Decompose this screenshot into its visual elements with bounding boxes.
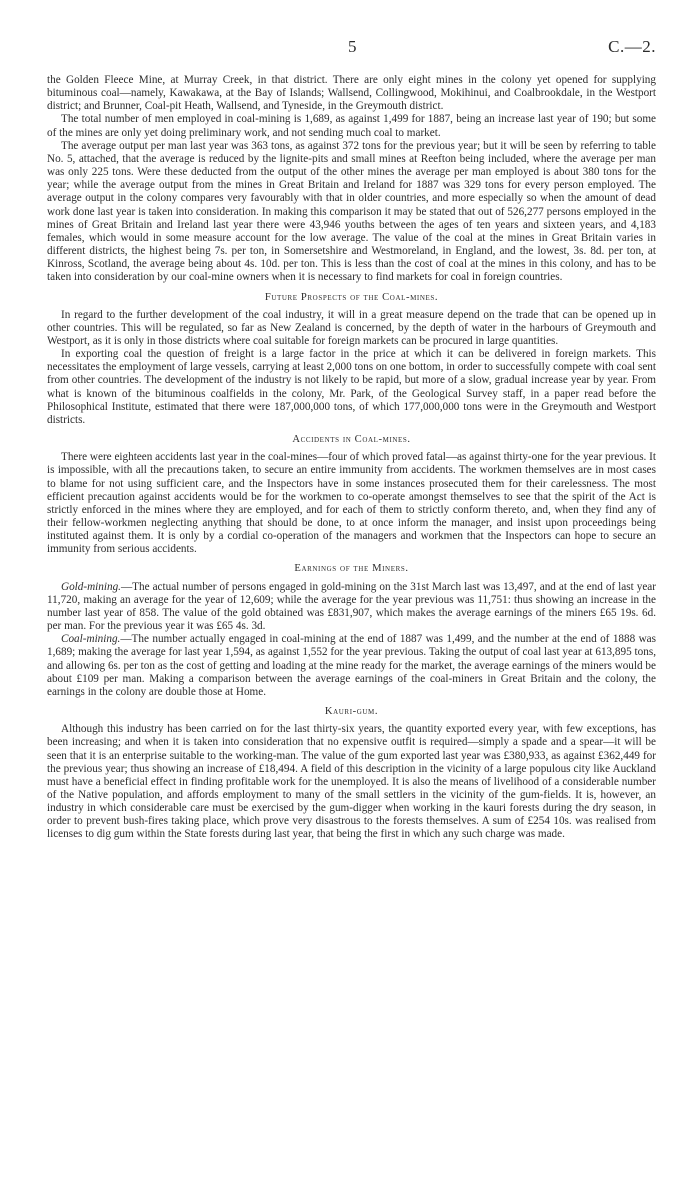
coal-mining-label: Coal-mining. [61, 633, 121, 646]
paragraph-continued: the Golden Fleece Mine, at Murray Creek, in that district. There are only eight mines in the colony yet opened for supplying bituminous coal—namely, Kawakawa, at the Bay of Islands; Wallsend, Collingwood, Mokihinui, and Coalbrookdale, in the Westport district; and Brunner, Coal-pit Heath, Wallsend, and Tyneside, in the Greymouth district. [47, 74, 656, 113]
section-heading-accidents: Accidents in Coal-mines. [292, 434, 411, 446]
page-header [47, 37, 656, 74]
paragraph-development: In regard to the further development of the coal industry, it will in a great measure depend on the trade that can be opened up in other countries. This will be regulated, so far as New Zealand is concerned, by the depth of water in the harbours of Greymouth and Westport, as it is only in those districts where coal suitable for foreign markets can be procured in large quantities. [47, 308, 656, 347]
paragraph-coal-mining [47, 633, 656, 699]
coal-mining-text: —The number actually engaged in coal-mining at the end of 1887 was 1,499, and the number at the end of 1888 was 1,689; making the average for last year 1,594, as against 1,552 for the year previous. Taking the output of coal last year at 613,895 tons, and allowing 6s. per ton as the cost of getting and loading at the mine ready for the market, the average earnings of the miners would be about £109 per man. Making a comparison between the average earnings of the coal-miners in Great Britain and the colony, the earnings in the colony are double those at Home. [47, 633, 656, 698]
paragraph-gold-mining [47, 581, 656, 634]
gold-mining-text: —The actual number of persons engaged in gold-mining on the 31st March last was 13,497, and at the end of last year 11,720, making an average for the year of 12,609; while the average for the year previous was 11,751: thus showing an increase in the number last year of 858. The value of the gold obtained was £831,907, which makes the average earnings of the miners £65 19s. 6d. per man. For the previous year it was £65 4s. 3d. [47, 580, 656, 633]
section-heading-future-prospects: Future Prospects of the Coal-mines. [264, 291, 439, 303]
paragraph-kauri-gum: Although this industry has been carried on for the last thirty-six years, the quantity exported every year, with few exceptions, has been increasing; and when it is taken into consideration that no expensive outfit is required—simply a spade and a spear—it will be seen that it is an enterprise suitable to the working-man. The value of the gum exported last year was £380,933, as against £362,449 for the previous year; thus showing an increase of £18,494. A field of this description in the vicinity of a large populous city like Auckland must have a beneficial effect in finding profitable work for the unemployed. It is also the means of livelihood of a considerable number of the Native population, and affords employment to many of the small settlers in the vicinity of the gum-fields. It is, however, an industry in which considerable care must be exercised by the gum-digger when working in the kauri forests during the dry season, in order to prevent bush-fires taking place, which prove very disastrous to the forests themselves. A sum of £254 10s. was realised from licenses to dig gum within the State forests during last year, that being the first in which any such charge was made. [47, 723, 656, 841]
gold-mining-label: Gold-mining. [61, 580, 121, 593]
paragraph-average-output: The average output per man last year was 363 tons, as against 372 tons for the previous year; but it will be seen by referring to table No. 5, attached, that the average is reduced by the lignite-pits and small mines at Reefton being included, where the average per man was only 225 tons. Were these deducted from the output of the other mines the average per man employed is about 380 tons for the year; while the average output from the mines in Great Britain and Ireland for 1887 was 329 tons for every person employed. The average output in the colony compares very favourably with that in older countries, and more especially so when the amount of dead work done last year is taken into consideration. In making this comparison it may be stated that out of 526,277 persons employed in the mines of Great Britain and Ireland last year there were 43,946 youths between the ages of ten years and sixteen years, and 4,183 females, which would in some measure account for the low average. The value of the coal at the mines in Great Britain varies in different districts, the highest being 7s. per ton, in Somersetshire and Westmoreland, in England, and the lowest, 3s. 8d. per ton, at Kinross, Scotland, the average being about 4s. 10d. per ton. This is less than the cost of coal at the mines in this colony, and has to be taken into consideration by our coal-mine owners when it is necessary to find markets for coal in foreign countries. [47, 139, 656, 284]
paper-reference: C.—2. [608, 37, 656, 56]
page-number: 5 [348, 37, 357, 56]
paragraph-exporting: In exporting coal the question of freight is a large factor in the price at which it can be delivered in foreign markets. This necessitates the employment of large vessels, carrying at least 2,000 tons on one bottom, in order to successfully compete with coal sent from other countries. The development of the industry is not likely to be rapid, but more of a slow, gradual increase year by year. From what is known of the bituminous coalfields in the colony, Mr. Park, of the Geological Survey staff, in a paper read before the Philosophical Institute, estimated that there were 187,000,000 tons, of which 177,000,000 tons were in the Greymouth and Westport districts. [47, 348, 656, 426]
section-heading-earnings: Earnings of the Miners. [294, 563, 409, 575]
section-heading-kauri-gum: Kauri-gum. [324, 706, 379, 718]
paragraph-men-employed: The total number of men employed in coal-mining is 1,689, as against 1,499 for 1887, being an increase last year of 190; but some of the mines are only yet doing preliminary work, and not sending much coal to market. [47, 113, 656, 139]
paragraph-accidents: There were eighteen accidents last year in the coal-mines—four of which proved fatal—as against thirty-one for the year previous. It is impossible, with all the precautions taken, to secure an entire immunity from accidents. The workmen themselves are in most cases to blame for not using sufficient care, and the Inspectors have in some instances prosecuted them for their carelessness. The most efficient precaution against accidents would be for the workmen to co-operate amongst themselves to see that the spirit of the Act is strictly enforced in the mines where they are employed, and for each of them to strictly conform thereto, and, when they find any of their fellow-workmen neglecting anything that should be done, to at once inform the manager, and insist upon proceedings being instituted against them. It is only by a cordial co-operation of the managers and workmen that the Inspectors can hope to secure an immunity from serious accidents. [47, 451, 656, 556]
